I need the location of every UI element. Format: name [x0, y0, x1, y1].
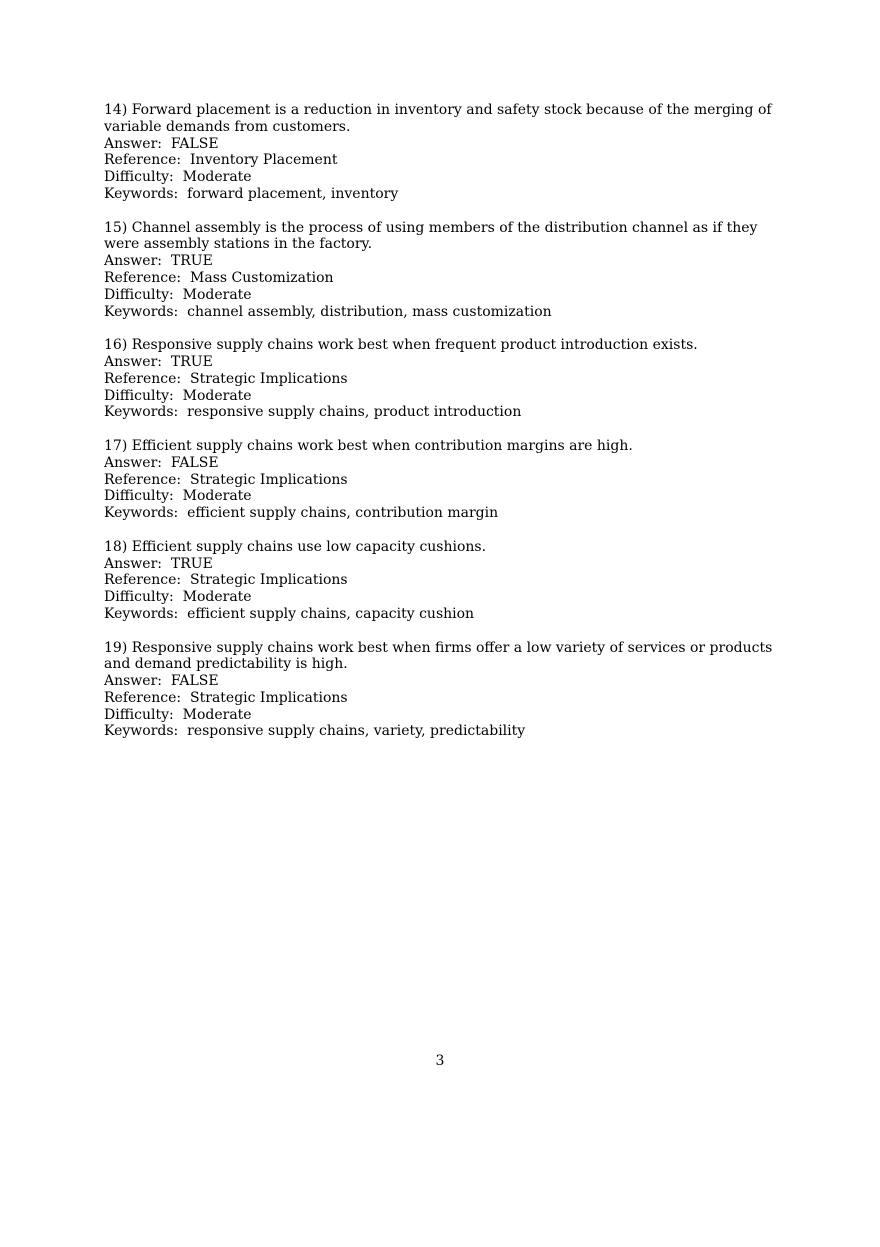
- answer: Answer: FALSE: [104, 673, 219, 690]
- keywords: Keywords: channel assembly, distribution, mass customization: [104, 303, 552, 320]
- reference: Reference: Strategic Implications: [104, 689, 348, 706]
- answer: Answer: TRUE: [104, 353, 213, 370]
- answer: Answer: TRUE: [104, 253, 213, 270]
- difficulty: Difficulty: Moderate: [104, 387, 252, 404]
- reference: Reference: Strategic Implications: [104, 471, 348, 488]
- question-text: 19) Responsive supply chains work best when firms offer a low variety of services or products and demand predictability is high.: [104, 639, 777, 673]
- question-block-16: [104, 337, 794, 421]
- document-body: [104, 102, 794, 757]
- question-text: 15) Channel assembly is the process of using members of the distribution channel as if they were assembly stations in the factory.: [104, 219, 762, 253]
- keywords: Keywords: responsive supply chains, product introduction: [104, 404, 522, 421]
- question-text: 14) Forward placement is a reduction in inventory and safety stock because of the merging of variable demands from customers.: [104, 102, 777, 135]
- answer: Answer: FALSE: [104, 454, 219, 471]
- question-block-14: [104, 102, 794, 203]
- difficulty: Difficulty: Moderate: [104, 488, 252, 505]
- difficulty: Difficulty: Moderate: [104, 706, 252, 723]
- question-block-17: [104, 438, 794, 522]
- keywords: Keywords: responsive supply chains, variety, predictability: [104, 723, 526, 740]
- answer: Answer: TRUE: [104, 555, 213, 572]
- reference: Reference: Strategic Implications: [104, 572, 348, 589]
- difficulty: Difficulty: Moderate: [104, 286, 252, 303]
- page-number: 3: [435, 1053, 445, 1069]
- question-block-15: [104, 220, 794, 321]
- question-text: 17) Efficient supply chains work best when contribution margins are high.: [104, 437, 633, 454]
- keywords: Keywords: forward placement, inventory: [104, 185, 399, 202]
- reference: Reference: Inventory Placement: [104, 152, 338, 169]
- keywords: Keywords: efficient supply chains, contribution margin: [104, 505, 499, 522]
- keywords: Keywords: efficient supply chains, capacity cushion: [104, 605, 475, 622]
- question-text: 18) Efficient supply chains use low capacity cushions.: [104, 538, 487, 555]
- reference: Reference: Strategic Implications: [104, 370, 348, 387]
- question-block-19: [104, 640, 794, 741]
- difficulty: Difficulty: Moderate: [104, 589, 252, 606]
- question-block-18: [104, 539, 794, 623]
- reference: Reference: Mass Customization: [104, 269, 334, 286]
- difficulty: Difficulty: Moderate: [104, 169, 252, 186]
- answer: Answer: FALSE: [104, 135, 219, 152]
- question-text: 16) Responsive supply chains work best when frequent product introduction exists.: [104, 337, 698, 354]
